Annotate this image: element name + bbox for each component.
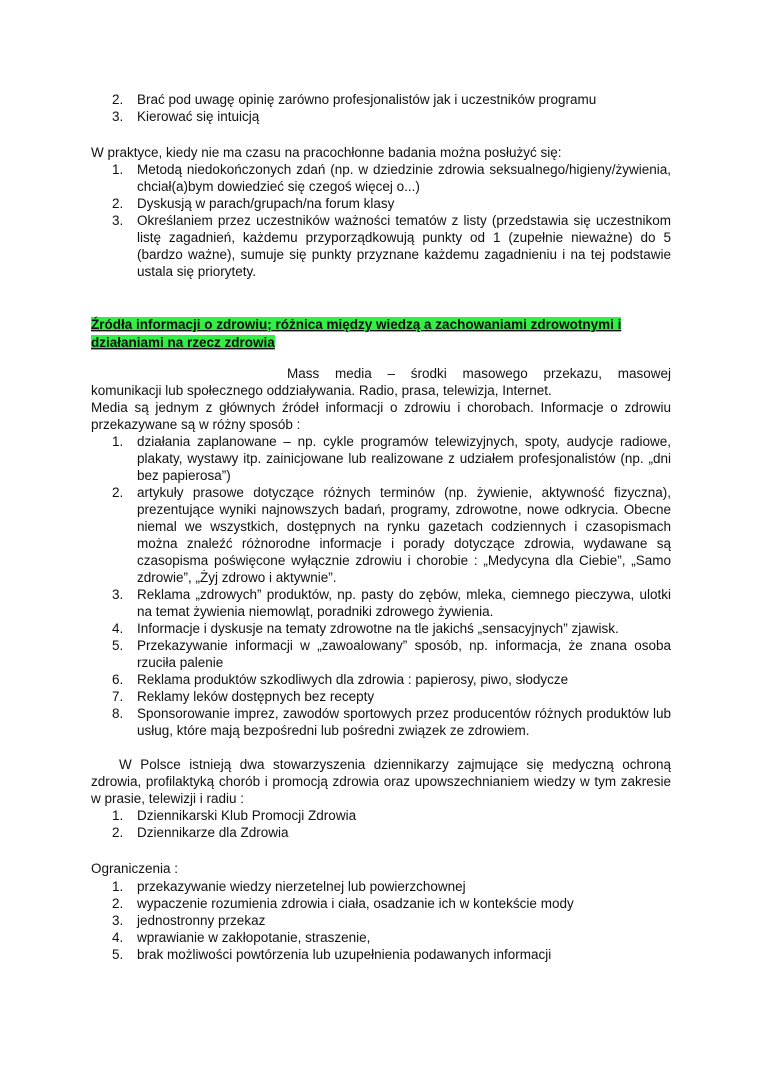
list-item: 8. Sponsorowanie imprez, zawodów sportowych przez producentów różnych produktów lub usług, które mają bezpośredni lub pośredni związek ze zdrowiem. [112,706,671,738]
section-heading: Źródła informacji o zdrowiu; różnica między wiedzą a zachowaniami zdrowotnymi i działaniami na rzecz zdrowia [91,317,622,350]
list-item: 2. Brać pod uwagę opinię zarówno profesjonalistów jak i uczestników programu [112,92,597,107]
list-item: 2. wypaczenie rozumienia zdrowia i ciała, osadzanie ich w kontekście mody [112,896,574,911]
media-list [91,433,671,739]
list-item: 4. Informacje i dyskusje na tematy zdrowotne na tle jakichś „sensacyjnych” zjawisk. [112,621,619,636]
media-intro: Media są jednym z głównych źródeł informacji o zdrowiu i chorobach. Informacje o zdrowiu przekazywane są w różny sposób : [91,400,671,432]
limitations-heading: Ograniczenia : [91,861,179,876]
list-item: 1. przekazywanie wiedzy nierzetelnej lub powierzchownej [112,879,466,894]
practice-intro: W praktyce, kiedy nie ma czasu na pracochłonne badania można posłużyć się: [91,145,562,160]
associations-list [91,807,671,841]
mass-media-paragraph: Mass media – środki masowego przekazu, masowej komunikacji lub społecznego oddziaływania. Radio, prasa, telewizja, Internet. [91,366,671,398]
list-item: 2. Dziennikarze dla Zdrowia [112,825,289,840]
limitations-list [91,878,671,963]
list-item: 1. działania zaplanowane – np. cykle programów telewizyjnych, spoty, audycje radiowe, plakaty, wystawy itp. zainicjowane lub realizowane z udziałem profesjonalistów (np. „dni bez papierosa”) [112,434,671,483]
list-item: 3. Kierować się intuicją [112,109,260,124]
list-item: 1. Dziennikarski Klub Promocji Zdrowia [112,808,357,823]
list-item: 1. Metodą niedokończonych zdań (np. w dziedzinie zdrowia seksualnego/higieny/żywienia, chciał(a)bym dowiedzieć się czegoś więcej o...) [112,162,671,194]
list-item: 6. Reklama produktów szkodliwych dla zdrowia : papierosy, piwo, słodycze [112,672,569,687]
list-item: 7. Reklamy leków dostępnych bez recepty [112,689,375,704]
list-item: 4. wprawianie w zakłopotanie, straszenie, [112,930,371,945]
list-item: 3. Określaniem przez uczestników ważności tematów z listy (przedstawia się uczestnikom listę zagadnień, każdemu przyporządkowują punkty od 1 (zupełnie nieważne) do 5 (bardzo ważne), sumuje się punkty przyznane każdemu zagadnieniu i na tej podstawie ustala się priorytety. [112,213,671,279]
list-item: 5. brak możliwości powtórzenia lub uzupełnienia podawanych informacji [112,947,552,962]
list-item: 2. artykuły prasowe dotyczące różnych terminów (np. żywienie, aktywność fizyczna), prezentujące wyniki najnowszych badań, programy, zdrowotne, nowe odkrycia. Obecne niemal we wszystkich, dostępnych na rynku gazetach codziennych i czasopismach można znaleźć różnorodne informacje i porady dotyczące zdrowia, wydawane są czasopisma poświęcone wyłącznie zdrowiu i chorobie : „Medycyna dla Ciebie”, „Samo zdrowie”, „Żyj zdrowo i aktywnie”. [112,485,671,585]
list-item: 3. jednostronny przekaz [112,913,266,928]
practice-list [91,161,671,280]
list-top [91,91,671,125]
list-item: 5. Przekazywanie informacji w „zawoalowany” sposób, np. informacja, że znana osoba rzuciła palenie [112,638,671,670]
list-item: 3. Reklama „zdrowych” produktów, np. pasty do zębów, mleka, ciemnego pieczywa, ulotki na temat żywienia niemowląt, poradniki zdrowego żywienia. [112,587,671,619]
list-item: 2. Dyskusją w parach/grupach/na forum klasy [112,196,395,211]
poland-paragraph: W Polsce istnieją dwa stowarzyszenia dziennikarzy zajmujące się medyczną ochroną zdrowia, profilaktyką chorób i promocją zdrowia oraz upowszechnianiem wiedzy w tym zakresie w prasie, telewizji i radiu : [91,757,671,806]
